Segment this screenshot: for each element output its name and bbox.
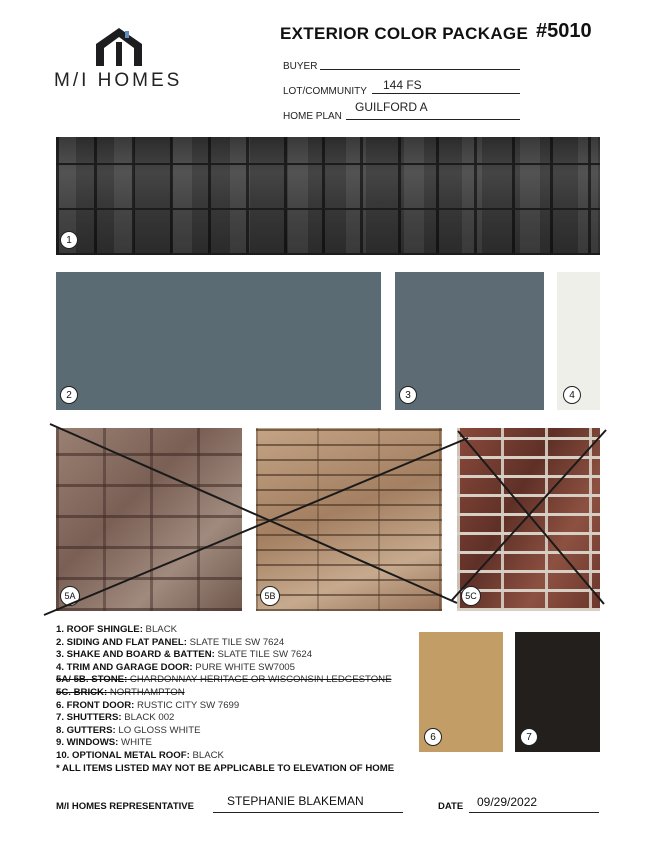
shutters-swatch <box>515 632 600 752</box>
spec-item-front-door: 6. FRONT DOOR: RUSTIC CITY SW 7699 <box>56 699 240 711</box>
spec-item-gutters: 8. GUTTERS: LO GLOSS WHITE <box>56 724 201 736</box>
front-door-badge: 6 <box>424 728 442 746</box>
spec-item-roof: 1. ROOF SHINGLE: BLACK <box>56 624 178 635</box>
lot-community-value: 144 FS <box>383 78 422 92</box>
spec-item-trim: 4. TRIM AND GARAGE DOOR: PURE WHITE SW7005 <box>56 661 295 673</box>
representative-label: M/I HOMES REPRESENTATIVE <box>56 801 194 812</box>
representative-value: STEPHANIE BLAKEMAN <box>227 794 364 808</box>
spec-item-shake: 3. SHAKE AND BOARD & BATTEN: SLATE TILE SW 7624 <box>56 649 313 661</box>
stone-5b-badge: 5B <box>260 586 280 606</box>
package-title: EXTERIOR COLOR PACKAGE <box>280 24 529 43</box>
brick-5c-badge: 5C <box>461 586 481 606</box>
spec-item-metal-roof: 10. OPTIONAL METAL ROOF: BLACK <box>56 749 224 761</box>
trim-badge: 4 <box>563 386 581 404</box>
roof-badge: 1 <box>60 231 78 249</box>
applicability-note: * ALL ITEMS LISTED MAY NOT BE APPLICABLE TO ELEVATION OF HOME <box>56 762 395 774</box>
spec-item-stone: 5A/ 5B. STONE: CHARDONNAY HERITAGE OR WISCONSIN LEDGESTONE <box>56 674 392 686</box>
spec-item-brick: 5C. BRICK: NORTHAMPTON <box>56 686 185 698</box>
lot-community-label: LOT/COMMUNITY <box>283 86 367 97</box>
home-plan-label: HOME PLAN <box>283 111 342 122</box>
buyer-label: BUYER <box>283 61 318 72</box>
shake-badge: 3 <box>399 386 417 404</box>
spec-item-siding: 2. SIDING AND FLAT PANEL: SLATE TILE SW 7624 <box>56 636 285 648</box>
spec-list <box>56 624 416 775</box>
brand-logo-text: M/I HOMES <box>54 70 183 91</box>
spec-item-windows: 9. WINDOWS: WHITE <box>56 737 152 749</box>
stone-5a-badge: 5A <box>60 586 80 606</box>
representative-line <box>213 812 403 813</box>
shutters-badge: 7 <box>520 728 538 746</box>
home-plan-value: GUILFORD A <box>355 100 428 114</box>
date-value: 09/29/2022 <box>477 795 538 809</box>
package-number: #5010 <box>536 20 592 42</box>
spec-item-shutters: 7. SHUTTERS: BLACK 002 <box>56 712 175 724</box>
date-label: DATE <box>438 801 464 812</box>
front-door-swatch <box>419 632 503 752</box>
siding-badge: 2 <box>60 386 78 404</box>
date-line <box>469 812 599 813</box>
